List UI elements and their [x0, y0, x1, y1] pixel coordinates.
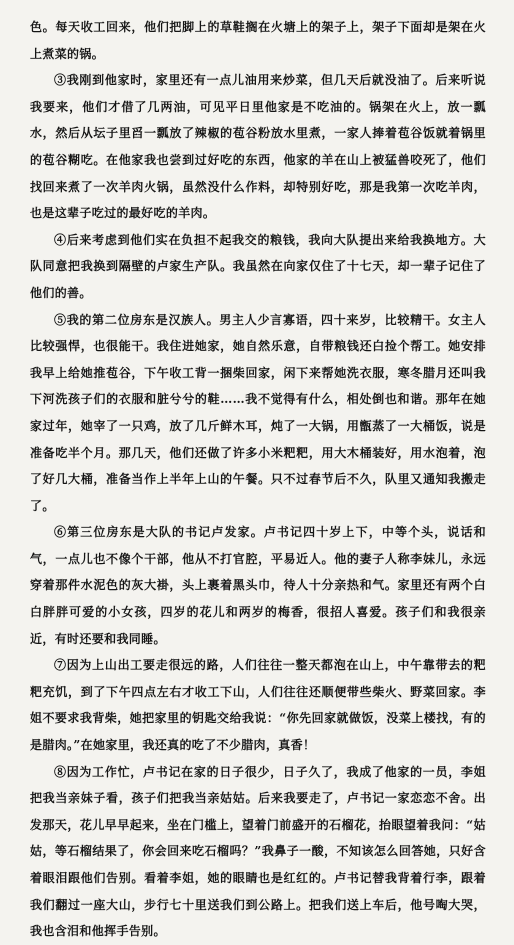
paragraph-continuation: 色。每天收工回来，他们把脚上的草鞋搁在火塘上的架子上，架子下面却是架在火上煮菜的锅。 — [30, 20, 486, 61]
paragraph-3: ③我刚到他家时，家里还有一点儿油用来炒菜，但几天后就没油了。后来听说我要来，他们才借了几两油，可见平日里他家是不吃油的。锅架在火上，放一瓢水，然后从坛子里舀一瓢放了辣椒的苞谷粉放水里煮，一家人捧着苞谷饭就着锅里的苞谷糊吃。在他家我也尝到过好吃的东西，他家的羊在山上被猛兽咬死了，他们找回来煮了一次羊肉火锅，虽然没什么作料，却特别好吃，那是我第一次吃羊肉，也是这辈子吃过的最好吃的羊肉。 — [30, 73, 486, 221]
paragraph-4: ④后来考虑到他们实在负担不起我交的粮钱，我向大队提出来给我换地方。大队同意把我换到隔壁的卢家生产队。我虽然在向家仅住了十七天，却一辈子记住了他们的善。 — [30, 232, 486, 300]
paragraph-6: ⑥第三位房东是大队的书记卢发家。卢书记四十岁上下，中等个头，说话和气，一点儿也不像个干部，他从不打官腔，平易近人。他的妻子人称李妹儿，永远穿着那件水泥色的灰大褂，头上裹着黑头巾，待人十分亲热和气。家里还有两个白白胖胖可爱的小女孩，四岁的花儿和两岁的梅香，很招人喜爱。孩子们和我很亲近，有时还要和我同睡。 — [30, 525, 486, 646]
paragraph-5: ⑤我的第二位房东是汉族人。男主人少言寡语，四十来岁，比较精干。女主人比较强悍，也很能干。我住进她家，她自然乐意，自带粮钱还白捡个帮工。她安排我早上给她推苞谷，下午收工背一捆柴回家，闲下来帮她洗衣服，寒冬腊月还叫我下河洗孩子们的衣服和脏兮兮的鞋……我不觉得有什么，相处倒也和谐。那年在她家过年，她宰了一只鸡，放了几斤鲜木耳，炖了一大锅，用甑蒸了一大桶饭，说是准备吃半个月。那几天，他们还做了许多小米粑粑，用大木桶装好，用水泡着，泡了好几大桶，准备当作上半年上山的午餐。只不过春节后不久，队里又通知我搬走了。 — [30, 312, 486, 513]
paragraph-7: ⑦因为上山出工要走很远的路，人们往往一整天都泡在山上，中午靠带去的粑粑充饥，到了下午四点左右才收工下山，人们往往还顺便带些柴火、野菜回家。李姐不要求我背柴，她把家里的钥匙交给我说：“你先回家就做饭，没菜上楼找，有的是腊肉。”在她家里，我还真的吃了不少腊肉，真香！ — [30, 658, 486, 753]
paragraph-8: ⑧因为工作忙，卢书记在家的日子很少，日子久了，我成了他家的一员，李姐把我当亲妹子看，孩子们把我当亲姑姑。后来我要走了，卢书记一家恋恋不舍。出发那天，花儿早早起来，坐在门槛上，望着门前盛开的石榴花，抬眼望着我问：“姑姑，等石榴结果了，你会回来吃石榴吗？”我鼻子一酸，不知该怎么回答她，只好含着眼泪跟他们告别。看着李姐，她的眼睛也是红红的。卢书记替我背着行李，跟着我们翻过一座大山，步行七十里送我们到公路上。把我们送上车后，他号啕大哭，我也含泪和他挥手告别。 — [30, 764, 486, 939]
